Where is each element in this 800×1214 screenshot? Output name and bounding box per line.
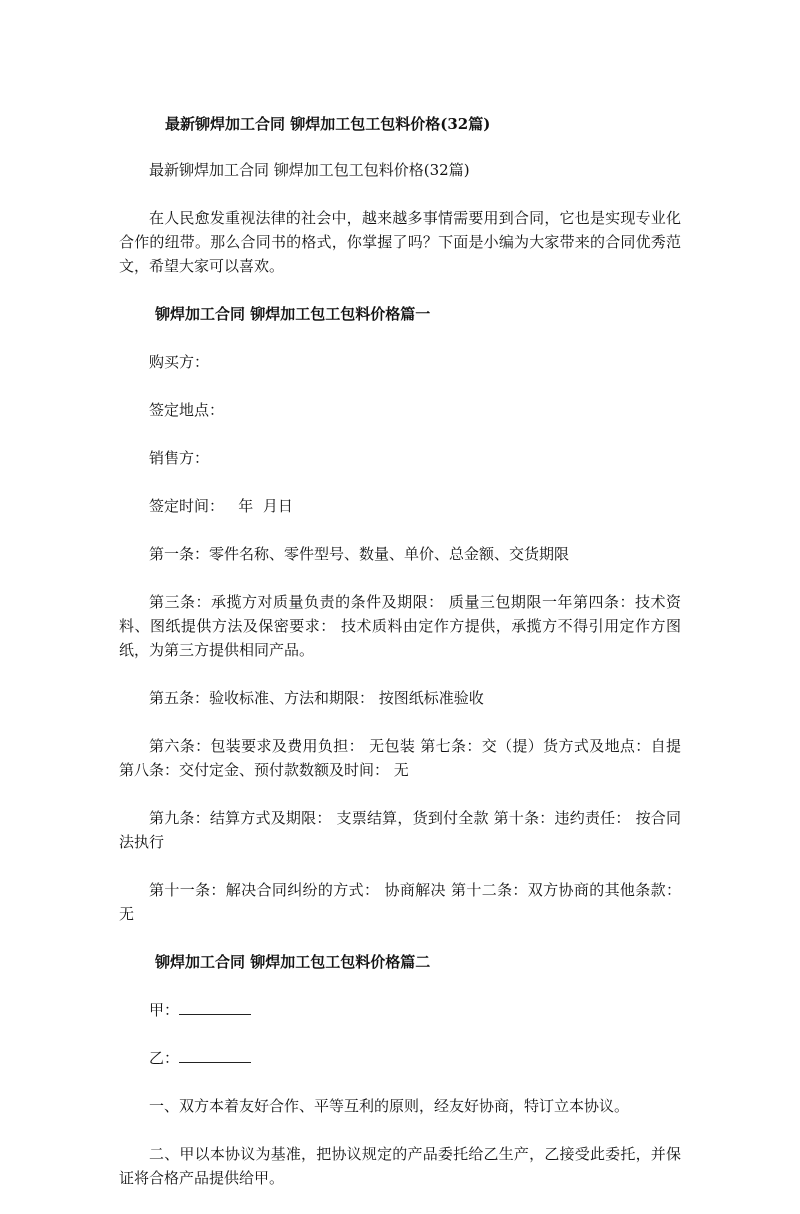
party-b-label: 乙： (149, 1049, 180, 1067)
document-subtitle: 最新铆焊加工合同 铆焊加工包工包料价格(32篇) (149, 161, 470, 179)
clause-11: 第十一条：解决合同纠纷的方式： 协商解决 第十二条：双方协商的其他条款：无 (119, 881, 681, 923)
section-2-heading: 铆焊加工合同 铆焊加工包工包料价格篇二 (155, 953, 431, 971)
party-b-line (119, 1046, 681, 1070)
document-title: 最新铆焊加工合同 铆焊加工包工包料价格(32篇) (165, 115, 491, 133)
clause-9: 第九条：结算方式及期限： 支票结算，货到付全款 第十条：违约责任： 按合同法执行 (119, 809, 681, 851)
section-1-heading: 铆焊加工合同 铆焊加工包工包料价格篇一 (155, 305, 431, 323)
party-b-blank (179, 1046, 251, 1063)
item-1: 一、双方本着友好合作、平等互利的原则，经友好协商，特订立本协议。 (149, 1097, 630, 1115)
clause-1: 第一条：零件名称、零件型号、数量、单价、总金额、交货期限 (149, 545, 570, 563)
intro-paragraph: 在人民愈发重视法律的社会中，越来越多事情需要用到合同，它也是实现专业化合作的纽带。那么合同书的格式，你掌握了吗？下面是小编为大家带来的合同优秀范文，希望大家可以喜欢。 (119, 209, 681, 275)
party-a-line (119, 998, 681, 1022)
seller-line: 销售方： (149, 449, 210, 467)
sign-place-line: 签定地点： (149, 401, 225, 419)
clause-6: 第六条：包装要求及费用负担： 无包装 第七条：交（提）货方式及地点：自提第八条：交付定金、预付款数额及时间： 无 (119, 737, 681, 779)
sign-time-line: 签定时间： 年 月日 (149, 497, 293, 515)
clause-3: 第三条：承揽方对质量负责的条件及期限： 质量三包期限一年第四条：技术资料、图纸提供方法及保密要求： 技术质料由定作方提供，承揽方不得引用定作方图纸，为第三方提供相同产品。 (119, 593, 681, 659)
clause-5: 第五条：验收标准、方法和期限： 按图纸标准验收 (149, 689, 484, 707)
party-a-label: 甲： (149, 1001, 180, 1019)
item-2: 二、甲以本协议为基准，把协议规定的产品委托给乙生产，乙接受此委托，并保证将合格产品提供给甲。 (119, 1145, 681, 1187)
document-content (119, 112, 681, 1214)
buyer-line: 购买方： (149, 353, 210, 371)
party-a-blank (179, 998, 251, 1015)
